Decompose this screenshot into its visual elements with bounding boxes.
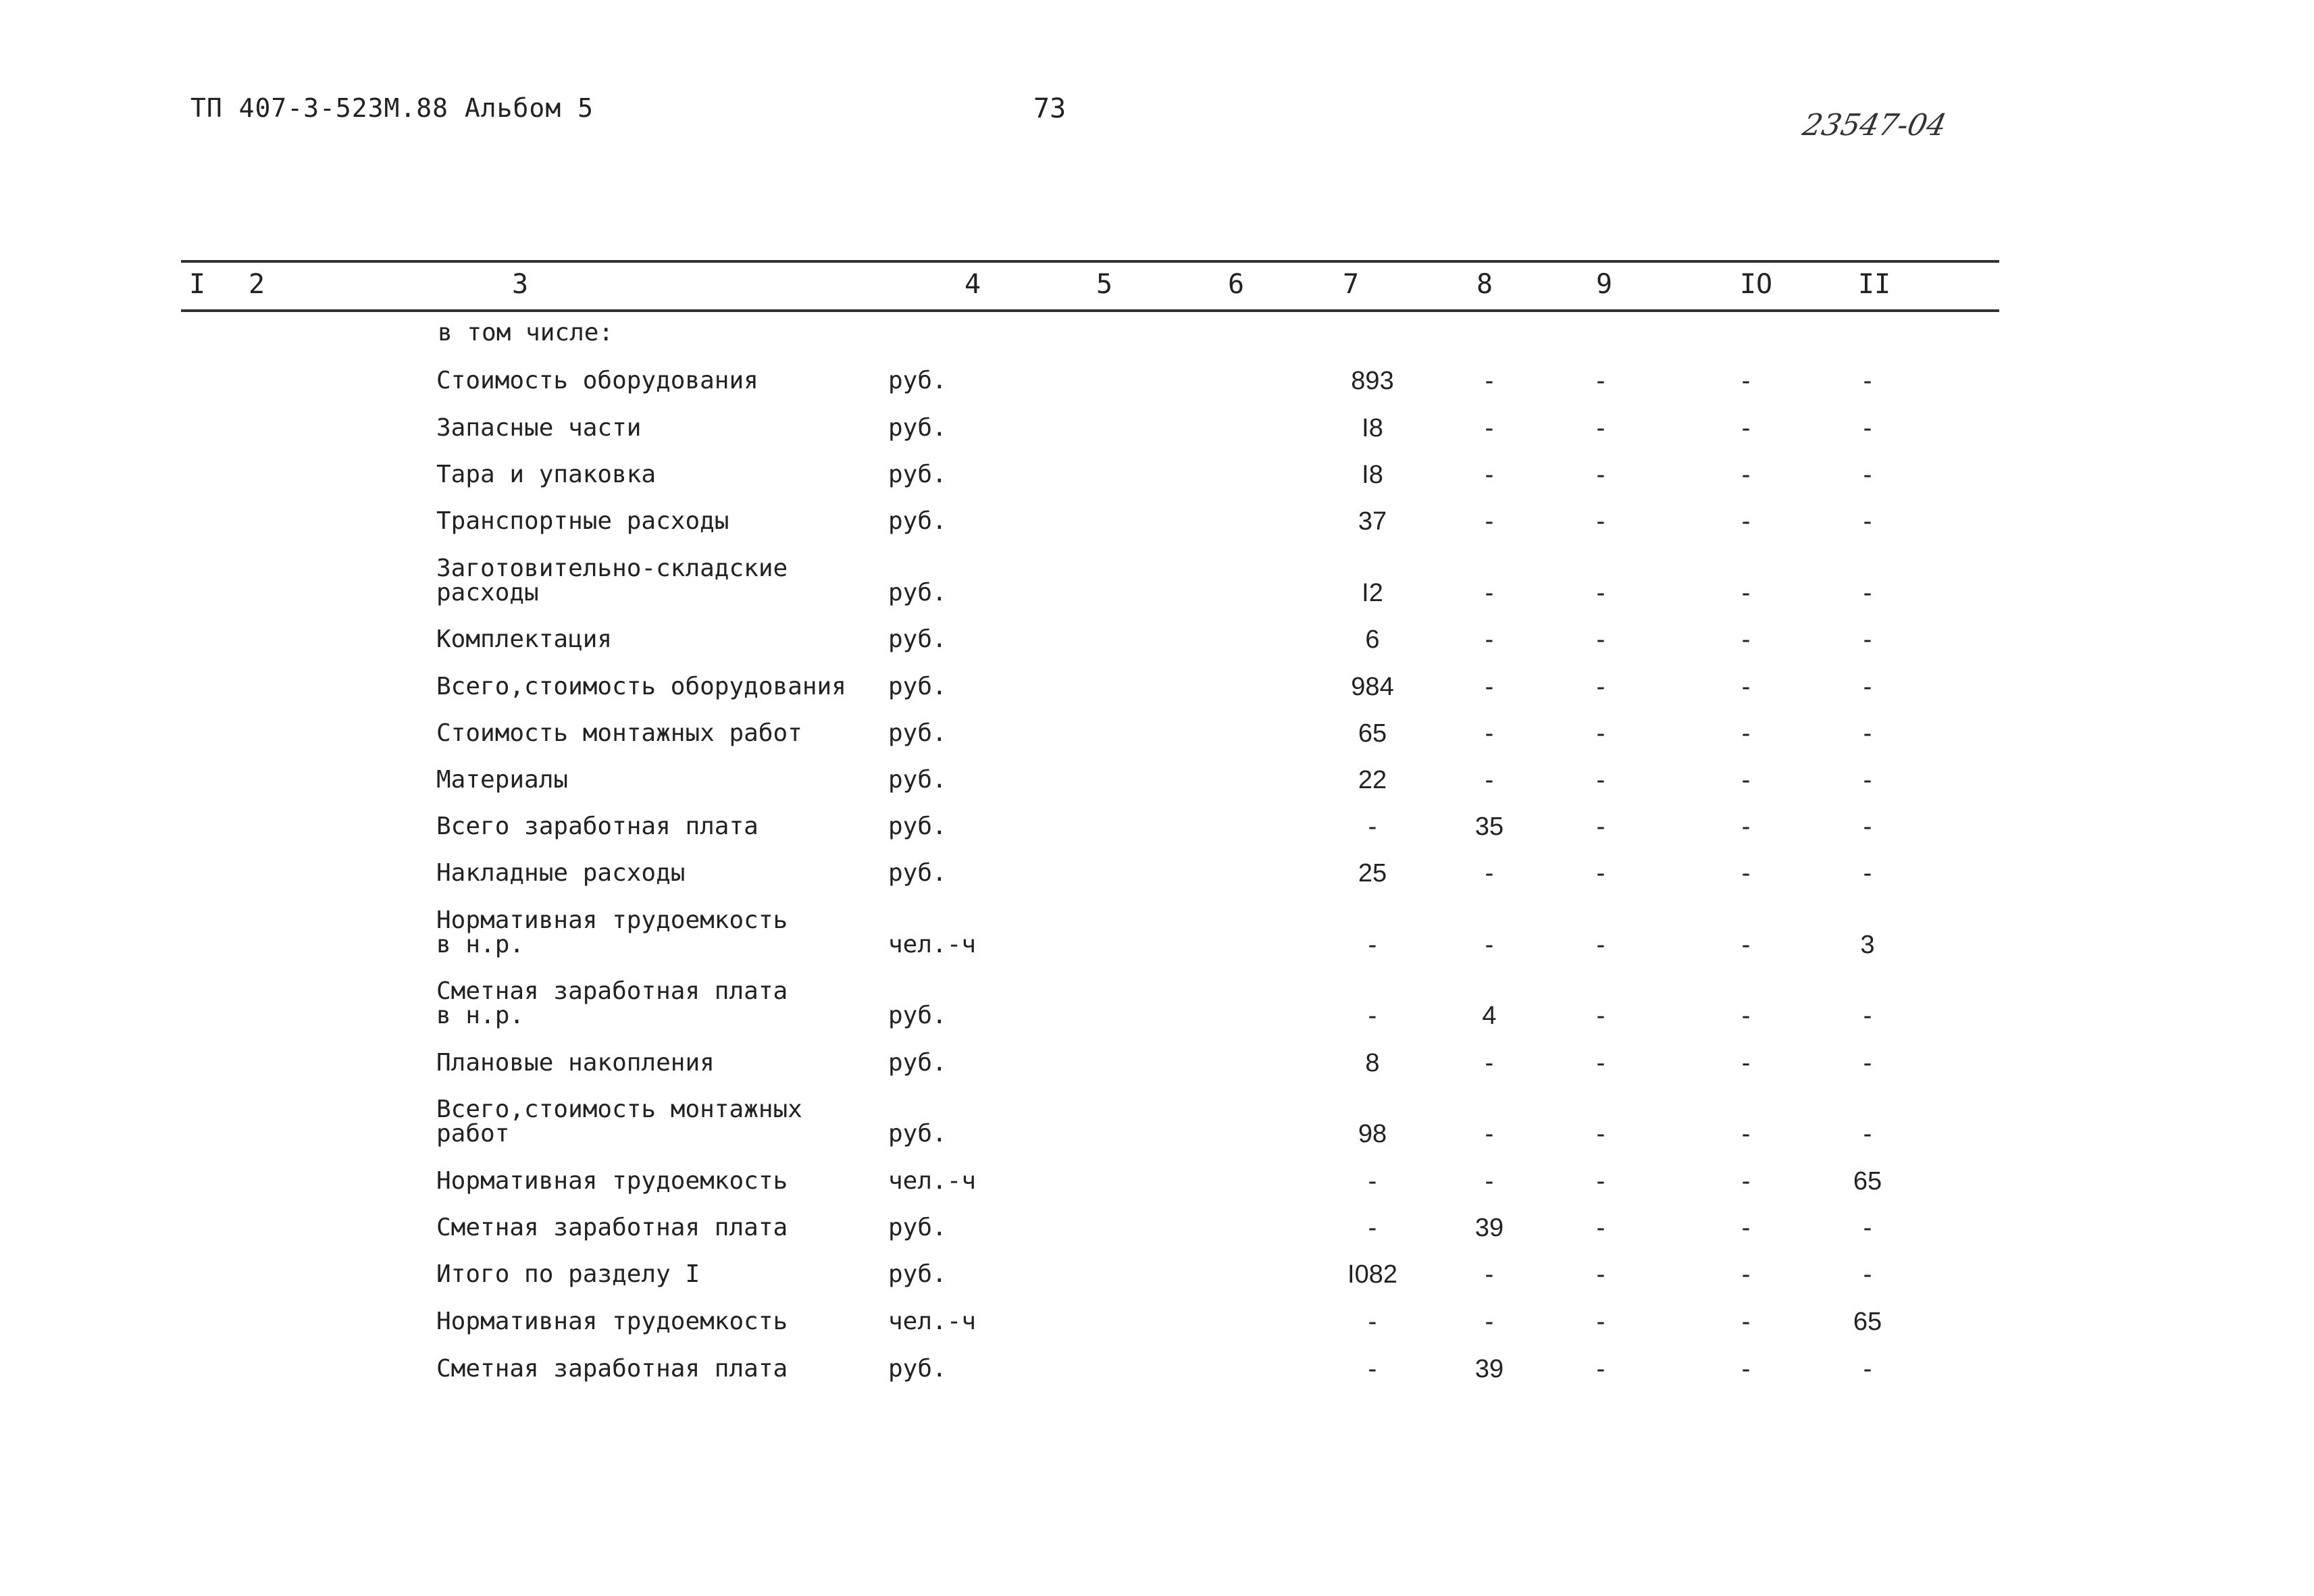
row-value-col-10: - xyxy=(1741,1355,1751,1383)
row-name: Заготовительно-складские расходы xyxy=(436,555,788,607)
row-value-col-9: - xyxy=(1596,719,1605,748)
row-value-col-8: - xyxy=(1485,719,1494,748)
row-value-col-9: - xyxy=(1596,931,1605,959)
row-value-col-9: - xyxy=(1596,1049,1605,1077)
row-value-col-11: - xyxy=(1863,625,1872,654)
row-value-col-8: - xyxy=(1485,579,1494,607)
row-value-col-11: - xyxy=(1863,766,1872,794)
column-number-10: IO xyxy=(1739,269,1773,300)
row-name: Всего,стоимость монтажных работ xyxy=(436,1096,802,1148)
row-value-col-11: - xyxy=(1863,673,1872,701)
row-unit: руб. xyxy=(888,367,947,394)
row-value-col-9: - xyxy=(1596,461,1605,489)
row-value-col-7: - xyxy=(1368,1214,1377,1242)
row-name: Стоимость оборудования xyxy=(436,367,759,394)
row-value-col-10: - xyxy=(1741,1049,1751,1077)
row-value-col-11: - xyxy=(1863,579,1872,607)
row-value-col-7: - xyxy=(1368,813,1377,841)
row-unit: руб. xyxy=(888,507,947,535)
row-value-col-9: - xyxy=(1596,1214,1605,1242)
row-value-col-11: - xyxy=(1863,1355,1872,1383)
row-value-col-8: - xyxy=(1485,507,1494,536)
row-name: Нормативная трудоемкость xyxy=(436,1308,788,1335)
row-name: Транспортные расходы xyxy=(436,507,729,535)
row-value-col-7: 893 xyxy=(1351,367,1394,395)
row-name: Всего заработная плата xyxy=(436,813,759,840)
row-unit: руб. xyxy=(888,1120,947,1148)
row-value-col-7: 65 xyxy=(1358,719,1387,748)
row-value-col-11: 65 xyxy=(1853,1167,1882,1195)
row-value-col-7: 25 xyxy=(1358,859,1387,887)
column-number-5: 5 xyxy=(1096,269,1113,300)
row-unit: чел.-ч xyxy=(888,931,977,958)
row-unit: руб. xyxy=(888,766,947,794)
column-number-8: 8 xyxy=(1476,269,1493,300)
row-value-col-7: 98 xyxy=(1358,1120,1387,1148)
row-name: Плановые накопления xyxy=(436,1049,715,1077)
row-unit: руб. xyxy=(888,673,947,700)
row-value-col-9: - xyxy=(1596,507,1605,536)
row-value-col-7: - xyxy=(1368,931,1377,959)
row-unit: руб. xyxy=(888,414,947,442)
row-name: Материалы xyxy=(436,766,569,794)
row-name: Всего,стоимость оборудования xyxy=(436,673,846,700)
row-unit: руб. xyxy=(888,859,947,887)
row-value-col-8: - xyxy=(1485,766,1494,794)
row-unit: руб. xyxy=(888,813,947,840)
row-name: Сметная заработная плата xyxy=(436,1214,788,1241)
column-number-6: 6 xyxy=(1227,269,1245,300)
row-value-col-11: - xyxy=(1863,719,1872,748)
row-value-col-9: - xyxy=(1596,579,1605,607)
row-value-col-11: - xyxy=(1863,1002,1872,1030)
row-value-col-11: - xyxy=(1863,461,1872,489)
row-value-col-8: - xyxy=(1485,1120,1494,1148)
row-value-col-9: - xyxy=(1596,813,1605,841)
row-value-col-8: - xyxy=(1485,625,1494,654)
row-value-col-8: - xyxy=(1485,1260,1494,1289)
row-value-col-10: - xyxy=(1741,813,1751,841)
row-value-col-9: - xyxy=(1596,1260,1605,1289)
row-value-col-7: - xyxy=(1368,1167,1377,1195)
row-value-col-8: - xyxy=(1485,1167,1494,1195)
row-value-col-8: - xyxy=(1485,1049,1494,1077)
row-value-col-7: 37 xyxy=(1358,507,1387,536)
row-value-col-8: - xyxy=(1485,414,1494,442)
row-value-col-11: - xyxy=(1863,414,1872,442)
row-unit: руб. xyxy=(888,1355,947,1383)
row-value-col-9: - xyxy=(1596,414,1605,442)
row-value-col-10: - xyxy=(1741,1260,1751,1289)
row-value-col-10: - xyxy=(1741,859,1751,887)
row-value-col-9: - xyxy=(1596,625,1605,654)
row-name: Комплектация xyxy=(436,625,613,653)
row-value-col-10: - xyxy=(1741,461,1751,489)
column-number-7: 7 xyxy=(1342,269,1360,300)
row-value-col-10: - xyxy=(1741,367,1751,395)
row-name: Сметная заработная плата xyxy=(436,1355,788,1383)
row-unit: руб. xyxy=(888,625,947,653)
column-number-11: II xyxy=(1857,269,1891,300)
row-name: Нормативная трудоемкость в н.р. xyxy=(436,906,788,958)
row-value-col-10: - xyxy=(1741,579,1751,607)
row-name: Накладные расходы xyxy=(436,859,686,887)
column-number-2: 2 xyxy=(248,269,265,300)
row-name: Тара и упаковка xyxy=(436,461,657,488)
row-value-col-11: - xyxy=(1863,813,1872,841)
row-value-col-7: 22 xyxy=(1358,766,1387,794)
row-unit: руб. xyxy=(888,719,947,747)
row-unit: руб. xyxy=(888,1260,947,1288)
row-value-col-9: - xyxy=(1596,1308,1605,1336)
row-value-col-11: - xyxy=(1863,859,1872,887)
row-value-col-10: - xyxy=(1741,507,1751,536)
row-value-col-9: - xyxy=(1596,1002,1605,1030)
row-value-col-7: I082 xyxy=(1347,1260,1397,1289)
row-value-col-9: - xyxy=(1596,367,1605,395)
document-code: ТП 407-3-523М.88 Альбом 5 xyxy=(190,93,594,123)
row-value-col-9: - xyxy=(1596,859,1605,887)
row-value-col-8: 39 xyxy=(1474,1214,1504,1242)
row-value-col-9: - xyxy=(1596,1355,1605,1383)
row-value-col-11: 65 xyxy=(1853,1308,1882,1336)
column-number-9: 9 xyxy=(1595,269,1613,300)
page-number: 73 xyxy=(1033,93,1066,124)
row-name: Итого по разделу I xyxy=(436,1260,700,1288)
row-value-col-8: - xyxy=(1485,1308,1494,1336)
column-number-4: 4 xyxy=(964,269,981,300)
column-number-3: 3 xyxy=(511,269,529,300)
row-value-col-8: 35 xyxy=(1474,813,1504,841)
row-value-col-10: - xyxy=(1741,673,1751,701)
row-value-col-10: - xyxy=(1741,931,1751,959)
row-unit: руб. xyxy=(888,579,947,607)
row-value-col-10: - xyxy=(1741,1167,1751,1195)
section-intro: в том числе: xyxy=(438,319,614,346)
row-value-col-8: 39 xyxy=(1474,1355,1504,1383)
row-value-col-11: 3 xyxy=(1860,931,1875,959)
row-value-col-8: 4 xyxy=(1482,1002,1497,1030)
row-value-col-8: - xyxy=(1485,367,1494,395)
row-value-col-7: 6 xyxy=(1365,625,1380,654)
row-unit: чел.-ч xyxy=(888,1167,977,1195)
row-unit: руб. xyxy=(888,1214,947,1241)
row-unit: чел.-ч xyxy=(888,1308,977,1335)
row-value-col-9: - xyxy=(1596,673,1605,701)
row-value-col-8: - xyxy=(1485,673,1494,701)
row-value-col-7: - xyxy=(1368,1002,1377,1030)
row-value-col-11: - xyxy=(1863,1120,1872,1148)
row-name: Стоимость монтажных работ xyxy=(436,719,802,747)
row-value-col-10: - xyxy=(1741,766,1751,794)
row-value-col-11: - xyxy=(1863,1049,1872,1077)
row-value-col-10: - xyxy=(1741,1214,1751,1242)
row-name: Сметная заработная плата в н.р. xyxy=(436,977,788,1029)
row-unit: руб. xyxy=(888,1002,947,1029)
row-value-col-8: - xyxy=(1485,931,1494,959)
row-value-col-7: 8 xyxy=(1365,1049,1380,1077)
row-value-col-10: - xyxy=(1741,1308,1751,1336)
row-value-col-10: - xyxy=(1741,625,1751,654)
row-value-col-7: I8 xyxy=(1362,461,1383,489)
row-value-col-10: - xyxy=(1741,1120,1751,1148)
row-value-col-7: 984 xyxy=(1351,673,1394,701)
row-value-col-9: - xyxy=(1596,766,1605,794)
row-name: Запасные части xyxy=(436,414,642,442)
row-value-col-7: I8 xyxy=(1362,414,1383,442)
handwritten-stamp: 23547-04 xyxy=(1799,108,1950,143)
row-value-col-10: - xyxy=(1741,414,1751,442)
row-value-col-9: - xyxy=(1596,1120,1605,1148)
row-value-col-10: - xyxy=(1741,719,1751,748)
row-value-col-7: - xyxy=(1368,1308,1377,1336)
row-value-col-8: - xyxy=(1485,461,1494,489)
row-value-col-11: - xyxy=(1863,1214,1872,1242)
row-unit: руб. xyxy=(888,1049,947,1077)
row-name: Нормативная трудоемкость xyxy=(436,1167,788,1195)
row-value-col-7: - xyxy=(1368,1355,1377,1383)
row-value-col-11: - xyxy=(1863,1260,1872,1289)
row-value-col-10: - xyxy=(1741,1002,1751,1030)
row-value-col-8: - xyxy=(1485,859,1494,887)
column-number-1: I xyxy=(188,269,206,300)
row-value-col-7: I2 xyxy=(1362,579,1383,607)
row-value-col-11: - xyxy=(1863,507,1872,536)
row-value-col-11: - xyxy=(1863,367,1872,395)
row-value-col-9: - xyxy=(1596,1167,1605,1195)
row-unit: руб. xyxy=(888,461,947,488)
